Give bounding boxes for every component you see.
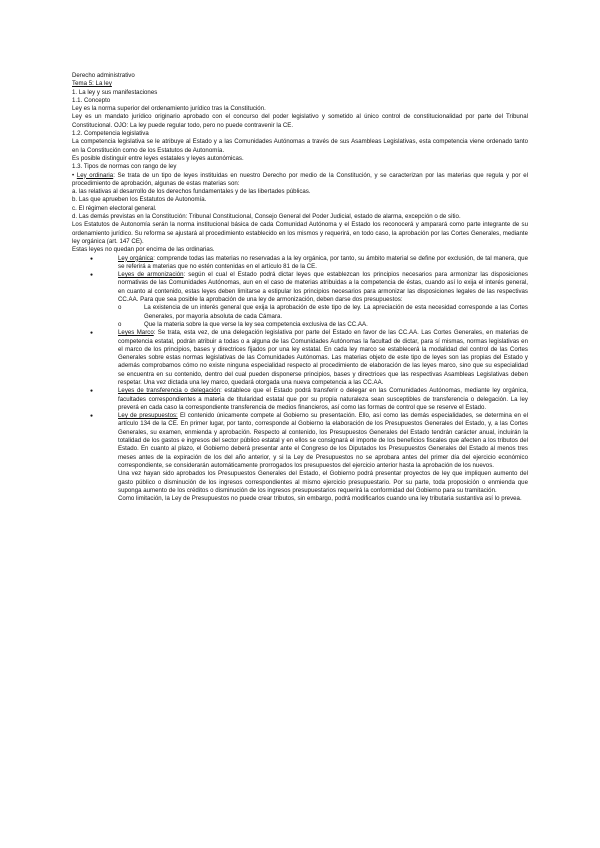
paragraph: Como limitación, la Ley de Presupuestos no puede crear tributos, sin embargo, podrá modificarlos cuando una ley tributaria sustantiva así lo prevea.	[118, 495, 522, 503]
topic-title: Tema 5: La ley	[72, 80, 112, 88]
term-label: Leyes de transferencia o delegación	[118, 387, 221, 395]
bullet-star-icon: •	[72, 171, 77, 179]
list-item: a. las relativas al desarrollo de los derechos fundamentales y de las libertades públicas.	[72, 188, 311, 196]
term-text: : Se trata, esta vez, de una delegación legislativa por parte del Estado en favor de las CC.AA. Las Cortes Generales, en materias de competencia estatal, podrán atribuir a todas o a alguna de las Comunidades Autónomas la facultad de dictar, para sí mismas, normas legislativas en el marco de los principios, bases y directrices fijados por una ley estatal. En cada ley marco se establecerá la modalidad del control de las Cortes Generales sobre estas normas legislativas de las Comunidades Autónomas. Las materias objeto de este tipo de leyes son las propias del Estado y además comprobamos cómo no existe ninguna especialidad respecto al procedimiento de elaboración de las leyes marco, sino que su especialidad se encuentra en su contenido, dentro del cual pueden disponerse principios, bases y directrices que las respectivas Asambleas Legislativas deben respetar. Una vez dictada una ley marco, quedará otorgada una nueva competencia a las CC.AA.	[118, 329, 528, 386]
paragraph: Ley es un mandato jurídico originario aprobado con el concurso del poder legislativo y sometido al único control de constitucionalidad por parte del Tribunal Constitucional. OJO: La ley puede regular todo, pero no puede contravenir la CE.	[72, 113, 528, 129]
law-types-list	[72, 255, 528, 471]
term-label: Leyes Marco	[118, 329, 154, 337]
list-item	[72, 329, 528, 387]
sub-list-item: o Que la materia sobre la que verse la ley sea competencia exclusiva de las CC.AA.	[72, 321, 528, 329]
paragraph: Estas leyes no quedan por encima de las ordinarias.	[72, 246, 215, 254]
paragraph: Ley es la norma superior del ordenamiento jurídico tras la Constitución.	[72, 105, 266, 113]
term-text: : comprende todas las materias no reservadas a la ley orgánica, por tanto, su ámbito material se define por exclusión, de tal manera, que se referirá a materias que no estén contenidas en el artículo 81 de la CE.	[118, 254, 528, 270]
paragraph: Una vez hayan sido aprobados los Presupuestos Generales del Estado, el Gobierno podrá presentar proyectos de ley que impliquen aumento del gasto público o disminución de los ingresos correspondientes al mismo ejercicio presupuestario. Por su parte, toda proposición o enmienda que suponga aumento de los créditos o disminución de los ingresos presupuestarios requerirá la conformidad del Gobierno para su tramitación.	[118, 470, 528, 494]
list-item	[72, 412, 528, 470]
list-item	[72, 255, 528, 272]
paragraph: La competencia legislativa se le atribuye al Estado y a las Comunidades Autónomas a través de sus Asambleas Legislativas, esta competencia viene ordenado tanto en la Constitución como de los Estatutos de Autonomía.	[72, 138, 528, 154]
document-title: Derecho administrativo	[72, 72, 135, 79]
section-heading: 1. La ley y sus manifestaciones	[72, 88, 158, 96]
list-item: c. El régimen electoral general.	[72, 204, 157, 212]
term-label: Ley de presupuestos:	[118, 412, 178, 420]
subsection-heading: 1.1. Concepto	[72, 96, 111, 104]
subsection-heading: 1.3. Tipos de normas con rango de ley	[72, 163, 177, 171]
term-text: : establece que el Estado podrá transferir o delegar en las Comunidades Autónomas, mediante ley orgánica, facultades correspondientes a materia de titularidad estatal que por su propia naturaleza sean susceptibles de transferencia o delegación. La ley preverá en cada caso la correspondiente transferencia de medios financieros, así como las formas de control que se reserve el Estado.	[118, 387, 528, 411]
paragraph: Los Estatutos de Autonomía serán la norma institucional básica de cada Comunidad Autónoma y el Estado los reconocerá y amparará como parte integrante de su ordenamiento jurídico. Su reforma se ajustará al procedimiento establecido en los mismos y requerirá, en todo caso, la aprobación por las Cortes Generales, mediante ley orgánica (art. 147 CE).	[72, 221, 528, 245]
sub-list-item: o La existencia de un interés general que exija la aprobación de este tipo de ley. La apreciación de esta necesidad corresponde a las Cortes Generales, por mayoría absoluta de cada Cámara.	[72, 304, 528, 321]
paragraph: Es posible distinguir entre leyes estatales y leyes autonómicas.	[72, 154, 244, 162]
subsection-heading: 1.2. Competencia legislativa	[72, 130, 149, 138]
term-label: Leyes de armonización	[118, 271, 184, 279]
term-text: El contenido únicamente compete al Gobierno su presentación. Ello, así como las demás especialidades, se determina en el artículo 134 de la CE. En primer lugar, por tanto, corresponde al Gobierno la elaboración de los Presupuestos Generales del Estado, y, a las Cortes Generales, su examen, enmienda y aprobación. Respecto al contenido, los Presupuestos Generales del Estado tendrán carácter anual, incluirán la totalidad de los gastos e ingresos del sector público estatal y en ellos se consignará el importe de los beneficios fiscales que afecten a los tributos del Estado. En cuanto al plazo, el Gobierno deberá presentar ante el Congreso de los Diputados los Presupuestos Generales del Estado al menos tres meses antes de la expiración de los del año anterior, y si la Ley de Presupuestos no se aprobara antes del primer día del ejercicio económico correspondiente, se considerarán automáticamente prorrogados los presupuestos del ejercicio anterior hasta la aprobación de los nuevos.	[118, 412, 529, 469]
term-text: : Se trata de un tipo de leyes instituidas en nuestro Derecho por medio de la Constitución, y se caracterizan por las materias que regula y por el procedimiento de aprobación, algunas de estas materias son:	[72, 171, 528, 187]
list-item: d. Las demás previstas en la Constitución: Tribunal Constitucional, Consejo General del Poder Judicial, estado de alarma, excepción o de sitio.	[72, 213, 461, 221]
term-label: Ley ordinaria	[76, 171, 114, 179]
list-item: b. Las que aprueben los Estatutos de Autonomía.	[72, 196, 207, 204]
list-item	[72, 271, 528, 304]
term-label: Ley orgánica	[118, 254, 154, 262]
list-item	[72, 387, 528, 412]
term-text: : según el cual el Estado podrá dictar leyes que establezcan los principios necesarios para armonizar las disposiciones normativas de las Comunidades Autónomas, aun en el caso de materias atribuidas a la competencia de éstas, cuando así lo exija el interés general, en cuanto al contenido, estas leyes deben limitarse a estipular los principios necesarios para armonizar las disposiciones legales de las respectivas CC.AA. Para que sea posible la aprobación de una ley de armonización, deben darse dos presupuestos:	[118, 271, 528, 304]
ley-ordinaria-paragraph	[72, 172, 528, 189]
